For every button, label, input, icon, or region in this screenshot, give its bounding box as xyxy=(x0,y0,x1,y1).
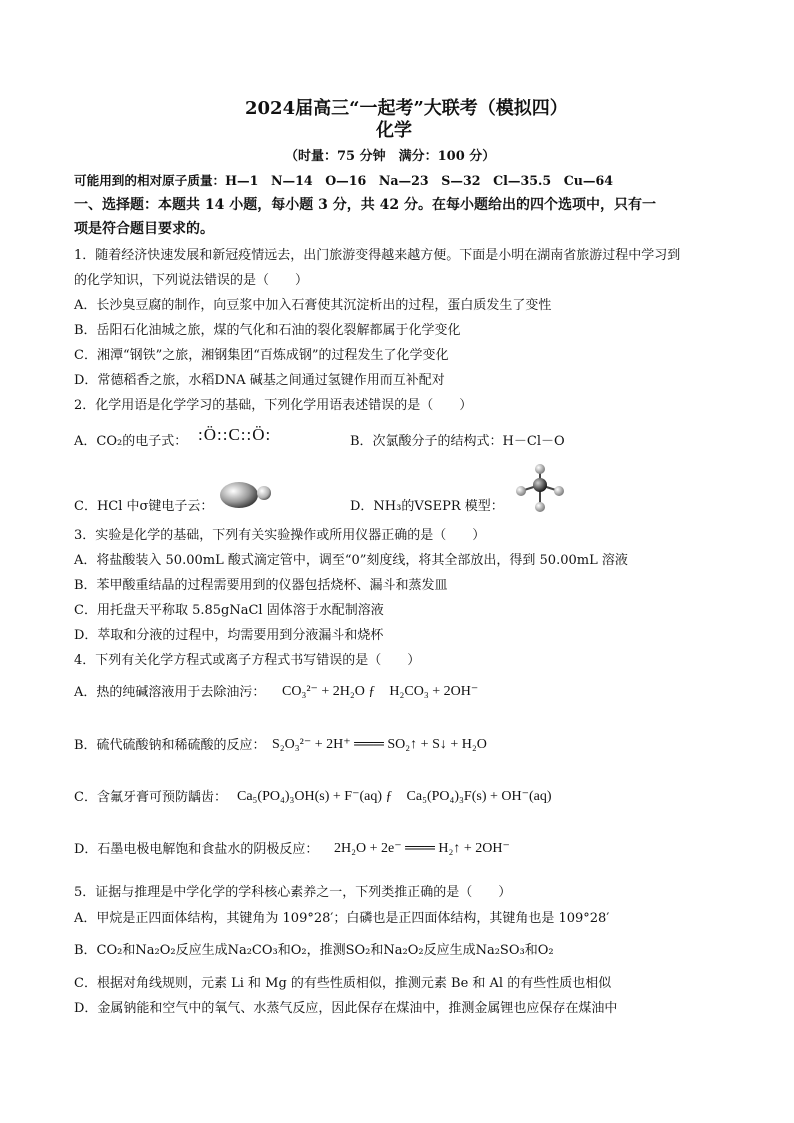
q2-option-b: B．次氯酸分子的结构式：H－Cl－O xyxy=(350,434,565,449)
q5-option-c: C．根据对角线规则，元素 Li 和 Mg 的有些性质相似，推测元素 Be 和 Al 的有些性质也相似 xyxy=(74,976,612,991)
q1-option-c: C．湘潭“钢铁”之旅，湘钢集团“百炼成钢”的过程发生了化学变化 xyxy=(74,348,449,363)
q5-option-d: D．金属钠能和空气中的氧气、水蒸气反应，因此保存在煤油中，推测金属锂也应保存在煤油中 xyxy=(74,1001,618,1016)
q3-option-d: D．萃取和分液的过程中，均需要用到分液漏斗和烧杯 xyxy=(74,628,384,643)
q5-option-b: B．CO₂和Na₂O₂反应生成Na₂CO₃和O₂，推测SO₂和Na₂O₂反应生成Na₂SO₃和O₂ xyxy=(74,943,554,958)
q1-stem: 1．随着经济快速发展和新冠疫情远去，出门旅游变得越来越方便。下面是小明在湖南省旅游过程中学习到 xyxy=(74,248,681,263)
q5-option-a: A．甲烷是正四面体结构，其键角为 109°28′；白磷也是正四面体结构，其键角也是 109°28′ xyxy=(74,911,610,926)
q4-option-a: A．热的纯碱溶液用于去除油污： xyxy=(74,685,266,700)
q1-option-b: B．岳阳石化油城之旅，煤的气化和石油的裂化裂解都属于化学变化 xyxy=(74,323,461,338)
section-heading: 一、选择题：本题共 14 小题，每小题 3 分，共 42 分。在每小题给出的四个选项中，只有一 xyxy=(74,197,656,213)
q4-option-b-equation: S₂O₃²⁻ + 2H⁺ ═══ SO₂↑ + S↓ + H₂O xyxy=(272,737,487,752)
q4-option-c-equation: Ca₅(PO₄)₃OH(s) + F⁻(aq) ƒ Ca₅(PO₄)₃F(s) + OH⁻(aq) xyxy=(237,789,552,804)
q4-option-a-equation: CO₃²⁻ + 2H₂O ƒ H₂CO₃ + 2OH⁻ xyxy=(282,684,479,699)
q4-option-b: B．硫代硫酸钠和稀硫酸的反应： xyxy=(74,738,266,753)
time-info: （时量：75 分钟 满分：100 分） xyxy=(285,149,496,164)
q3-stem: 3．实验是化学的基础，下列有关实验操作或所用仪器正确的是（ ） xyxy=(74,528,486,543)
sigma-bond-cloud-figure xyxy=(218,478,274,512)
atomic-masses: 可能用到的相对原子质量：H—1 N—14 O—16 Na—23 S—32 Cl—35.5 Cu—64 xyxy=(74,173,614,188)
q4-stem: 4．下列有关化学方程式或离子方程式书写错误的是（ ） xyxy=(74,653,421,668)
q2-option-a: A．CO₂的电子式： xyxy=(74,434,188,449)
q1-stem-cont: 的化学知识，下列说法错误的是（ ） xyxy=(74,273,309,288)
nh3-vsepr-model-figure xyxy=(513,463,567,515)
q4-option-d: D．石墨电极电解饱和食盐水的阴极反应： xyxy=(74,842,319,857)
q2-option-d: D．NH₃的VSEPR 模型： xyxy=(350,499,504,514)
q3-option-a: A．将盐酸装入 50.00mL 酸式滴定管中，调至“0”刻度线，将其全部放出，得到 50.00mL 溶液 xyxy=(74,553,628,568)
q1-option-a: A．长沙臭豆腐的制作，向豆浆中加入石膏使其沉淀析出的过程，蛋白质发生了变性 xyxy=(74,298,552,313)
q3-option-c: C．用托盘天平称取 5.85gNaCl 固体溶于水配制溶液 xyxy=(74,603,384,618)
q2-stem: 2．化学用语是化学学习的基础，下列化学用语表述错误的是（ ） xyxy=(74,398,473,413)
q2-option-c: C．HCl 中σ键电子云： xyxy=(74,499,214,514)
q4-option-d-equation: 2H₂O + 2e⁻ ═══ H₂↑ + 2OH⁻ xyxy=(334,841,510,856)
q5-stem: 5．证据与推理是中学化学的学科核心素养之一，下列类推正确的是（ ） xyxy=(74,885,512,900)
section-heading-cont: 项是符合题目要求的。 xyxy=(74,221,214,237)
subject-title: 化学 xyxy=(376,120,412,141)
co2-electron-formula: :Ö::C::Ö: xyxy=(198,425,272,444)
q1-option-d: D．常德稻香之旅，水稻DNA 碱基之间通过氢键作用而互补配对 xyxy=(74,373,445,388)
q3-option-b: B．苯甲酸重结晶的过程需要用到的仪器包括烧杯、漏斗和蒸发皿 xyxy=(74,578,448,593)
q4-option-c: C．含氟牙膏可预防龋齿： xyxy=(74,790,227,805)
exam-title: 2024届高三“一起考”大联考（模拟四） xyxy=(245,98,568,119)
